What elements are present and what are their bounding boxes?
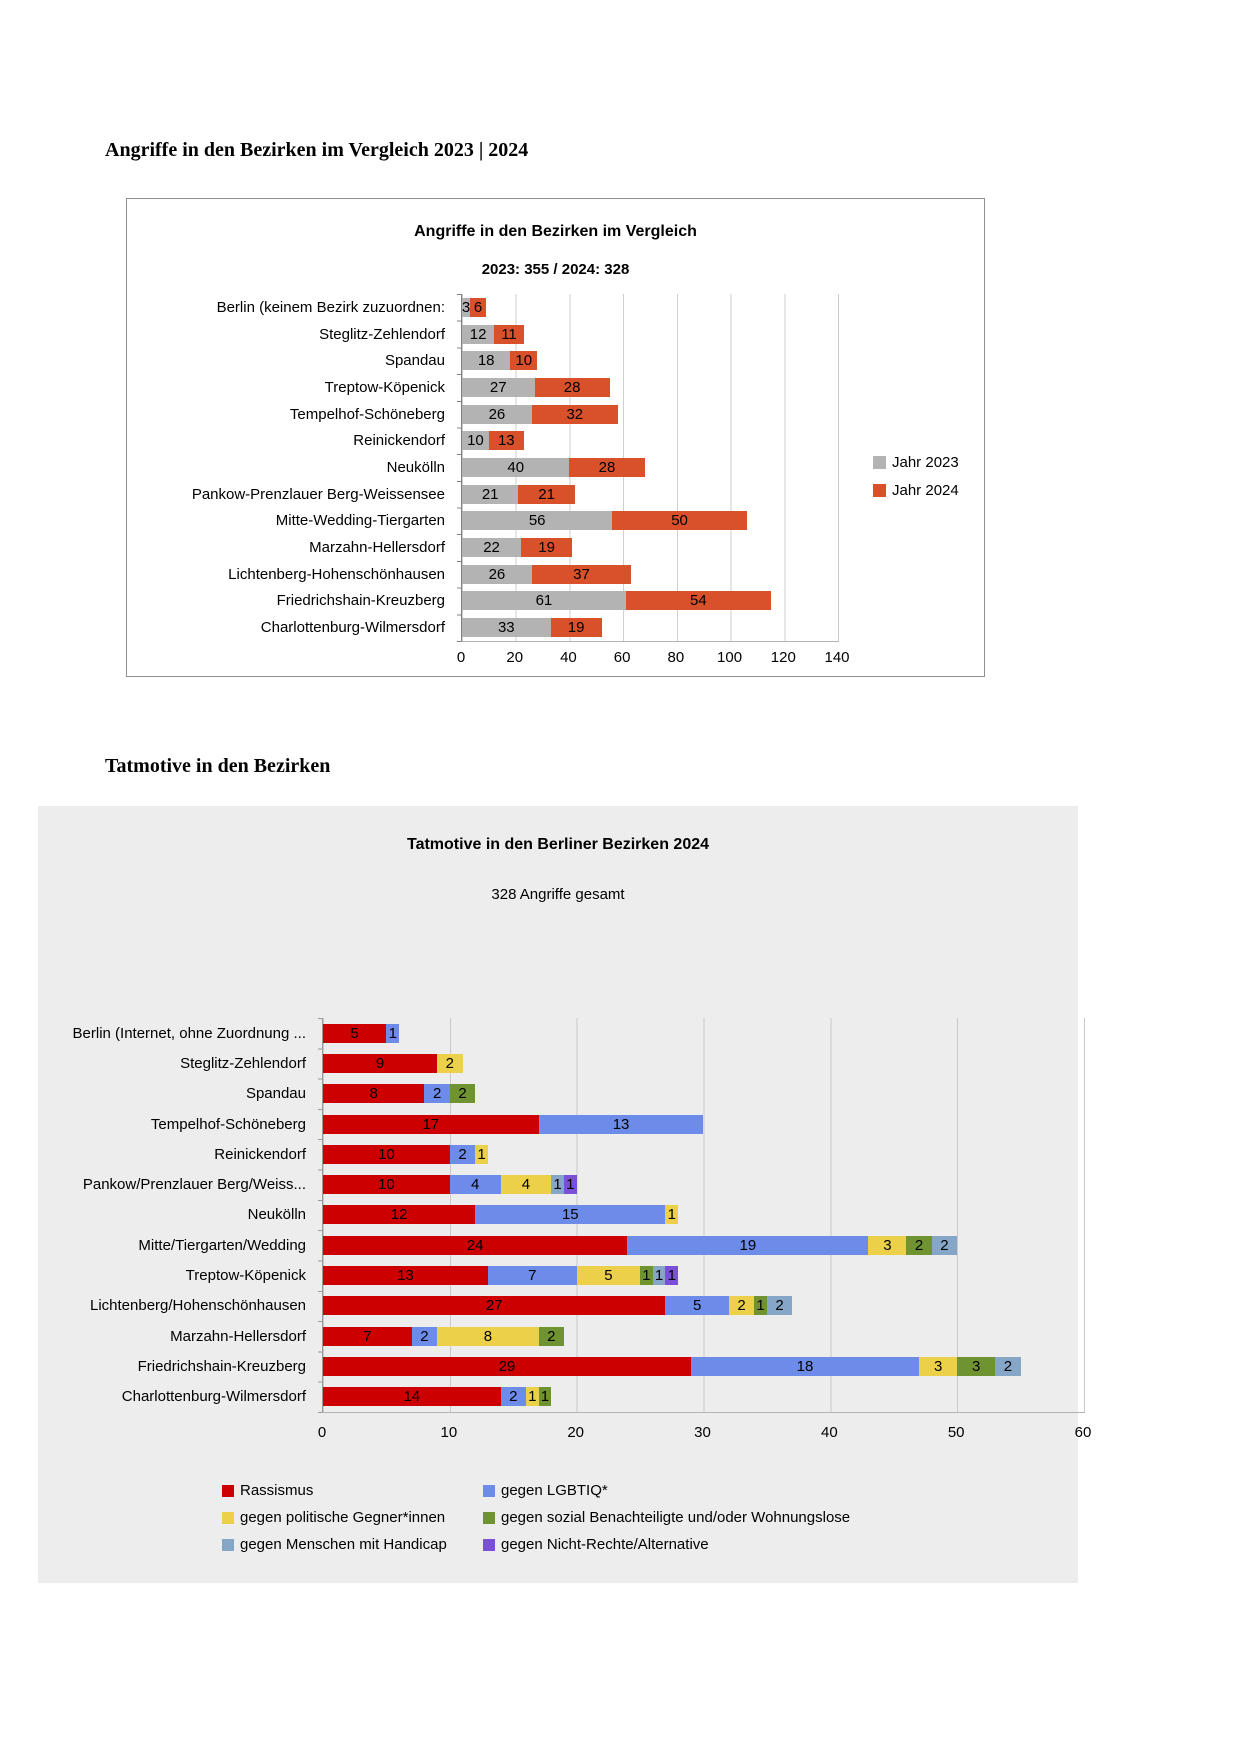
- bar-segment: 2: [450, 1084, 475, 1103]
- bar-row: [323, 1382, 1084, 1412]
- bar-segment: 1: [665, 1266, 678, 1285]
- bar-segment: 19: [551, 618, 602, 637]
- bar-segment: 12: [323, 1205, 475, 1224]
- bar-segment: 3: [957, 1357, 995, 1376]
- bar-segment: 13: [323, 1266, 488, 1285]
- bar-segment: 22: [462, 538, 521, 557]
- motives-by-district-chart: [38, 806, 1092, 1583]
- bar-segment: 37: [532, 565, 631, 584]
- chart-title: Tatmotive in den Berliner Bezirken 2024: [406, 836, 710, 853]
- legend-item: [483, 1482, 850, 1499]
- bar-segment: 12: [462, 325, 494, 344]
- bar-segment: 9: [323, 1054, 437, 1073]
- bar-segment: 32: [532, 405, 618, 424]
- bar-row: [462, 294, 838, 321]
- bar-segment: 56: [462, 511, 612, 530]
- x-axis-tick-label: 50: [947, 1424, 965, 1441]
- x-axis-tick-label: 80: [667, 649, 685, 666]
- bar-segment: 19: [627, 1236, 868, 1255]
- bar-segment: 5: [323, 1024, 386, 1043]
- bar-segment: 2: [932, 1236, 957, 1255]
- category-label: Tempelhof-Schöneberg: [289, 405, 445, 423]
- bar-segment: 54: [626, 591, 771, 610]
- bar-segment: 3: [919, 1357, 957, 1376]
- bar-segment: 2: [450, 1145, 475, 1164]
- bar-row: [323, 1200, 1084, 1230]
- legend-label: gegen sozial Benachteiligte und/oder Wohnungslose: [501, 1509, 851, 1526]
- x-axis-tick-label: 0: [317, 1424, 327, 1441]
- bar-segment: 21: [462, 485, 518, 504]
- legend-label: Jahr 2024: [892, 482, 959, 499]
- category-label: Lichtenberg/Hohenschönhausen: [90, 1297, 306, 1315]
- bar-segment: 2: [424, 1084, 449, 1103]
- plot-area: [322, 1018, 1085, 1413]
- x-axis-tick-label: 40: [820, 1424, 838, 1441]
- legend-item: [222, 1482, 483, 1499]
- category-label: Friedrichshain-Kreuzberg: [276, 592, 445, 610]
- x-axis-tick-label: 20: [506, 649, 524, 666]
- bar-row: [462, 561, 838, 588]
- chart-legend: [873, 454, 959, 510]
- category-label: Pankow-Prenzlauer Berg-Weissensee: [191, 485, 445, 503]
- bar-segment: 13: [539, 1115, 704, 1134]
- bar-row: [462, 427, 838, 454]
- bar-segment: 1: [386, 1024, 399, 1043]
- category-label: Neukölln: [247, 1206, 306, 1224]
- bar-segment: 1: [475, 1145, 488, 1164]
- legend-item: [483, 1536, 850, 1553]
- legend-swatch: [483, 1539, 495, 1551]
- category-label: Charlottenburg-Wilmersdorf: [260, 619, 445, 637]
- bar-row: [462, 454, 838, 481]
- bar-segment: 2: [501, 1387, 526, 1406]
- section-heading-attacks-comparison: Angriffe in den Bezirken im Vergleich 2023 | 2024: [105, 139, 529, 161]
- legend-label: gegen politische Gegner*innen: [240, 1509, 446, 1526]
- bar-segment: 2: [995, 1357, 1020, 1376]
- category-label: Mitte/Tiergarten/Wedding: [138, 1236, 306, 1254]
- category-label: Mitte-Wedding-Tiergarten: [275, 512, 445, 530]
- category-label: Reinickendorf: [214, 1145, 306, 1163]
- bar-row: [323, 1230, 1084, 1260]
- bar-segment: 2: [729, 1296, 754, 1315]
- x-axis-tick-label: 60: [1074, 1424, 1092, 1441]
- bar-row: [462, 534, 838, 561]
- category-label: Lichtenberg-Hohenschönhausen: [228, 565, 445, 583]
- bar-segment: 17: [323, 1115, 539, 1134]
- bar-segment: 18: [462, 351, 510, 370]
- bar-segment: 2: [906, 1236, 931, 1255]
- bar-segment: 7: [488, 1266, 577, 1285]
- legend-swatch: [483, 1485, 495, 1497]
- bar-segment: 7: [323, 1327, 412, 1346]
- category-label: Spandau: [384, 352, 445, 370]
- bar-row: [323, 1321, 1084, 1351]
- category-label: Berlin (keinem Bezirk zuzuordnen:: [216, 298, 445, 316]
- x-axis-tick-label: 140: [824, 649, 850, 666]
- bar-row: [323, 1079, 1084, 1109]
- legend-label: gegen Nicht-Rechte/Alternative: [501, 1536, 709, 1553]
- bar-segment: 15: [475, 1205, 665, 1224]
- legend-swatch: [222, 1512, 234, 1524]
- bar-segment: 21: [518, 485, 574, 504]
- category-label: Spandau: [245, 1085, 306, 1103]
- bar-segment: 2: [437, 1054, 462, 1073]
- category-label: Steglitz-Zehlendorf: [319, 325, 445, 343]
- bar-segment: 28: [569, 458, 644, 477]
- legend-swatch: [222, 1539, 234, 1551]
- category-label: Treptow-Köpenick: [185, 1267, 306, 1285]
- legend-label: gegen LGBTIQ*: [501, 1482, 608, 1499]
- bar-row: [462, 588, 838, 615]
- legend-swatch: [222, 1485, 234, 1497]
- bar-segment: 8: [323, 1084, 424, 1103]
- category-axis-labels: [127, 294, 453, 641]
- bar-segment: 18: [691, 1357, 919, 1376]
- chart-subtitle: 2023: 355 / 2024: 328: [481, 261, 630, 278]
- bar-segment: 40: [462, 458, 569, 477]
- legend-swatch: [873, 484, 886, 497]
- legend-label: Jahr 2023: [892, 454, 959, 471]
- bar-segment: 3: [461, 298, 471, 316]
- bar-row: [323, 1291, 1084, 1321]
- category-label: Marzahn-Hellersdorf: [309, 539, 445, 557]
- bar-segment: 3: [868, 1236, 906, 1255]
- bar-row: [323, 1048, 1084, 1078]
- x-axis-tick-label: 60: [613, 649, 631, 666]
- bar-segment: 5: [665, 1296, 728, 1315]
- bar-segment: 2: [539, 1327, 564, 1346]
- bar-segment: 24: [323, 1236, 627, 1255]
- bar-row: [323, 1139, 1084, 1169]
- bar-segment: 29: [323, 1357, 691, 1376]
- bar-segment: 2: [767, 1296, 792, 1315]
- attacks-comparison-chart: [126, 198, 985, 677]
- bar-segment: 14: [323, 1387, 501, 1406]
- legend-swatch: [483, 1512, 495, 1524]
- bar-segment: 26: [462, 565, 532, 584]
- bar-row: [462, 481, 838, 508]
- category-label: Tempelhof-Schöneberg: [150, 1115, 306, 1133]
- bar-segment: 10: [323, 1175, 450, 1194]
- bar-row: [323, 1169, 1084, 1199]
- bar-segment: 10: [510, 351, 537, 370]
- legend-item: [222, 1509, 483, 1526]
- bar-segment: 1: [564, 1175, 577, 1194]
- legend-swatch: [873, 456, 886, 469]
- bar-row: [323, 1260, 1084, 1290]
- x-axis-tick-label: 10: [440, 1424, 458, 1441]
- bar-segment: 13: [489, 431, 524, 450]
- bar-segment: 11: [494, 325, 524, 344]
- legend-item: [222, 1536, 483, 1553]
- bar-segment: 1: [551, 1175, 564, 1194]
- bar-segment: 28: [535, 378, 610, 397]
- bar-segment: 19: [521, 538, 572, 557]
- chart-subtitle: 328 Angriffe gesamt: [491, 886, 625, 903]
- chart-title: Angriffe in den Bezirken im Vergleich: [414, 223, 697, 240]
- bar-segment: 27: [323, 1296, 665, 1315]
- bar-row: [323, 1351, 1084, 1381]
- x-axis-tick-label: 20: [567, 1424, 584, 1441]
- x-axis: [456, 649, 850, 671]
- bar-row: [462, 374, 838, 401]
- bar-segment: 6: [470, 298, 486, 317]
- bar-row: [323, 1018, 1084, 1048]
- bar-segment: 5: [577, 1266, 640, 1285]
- bar-segment: 27: [462, 378, 535, 397]
- bar-segment: 33: [462, 618, 551, 637]
- legend-item: [873, 454, 959, 471]
- bar-segment: 1: [665, 1205, 678, 1224]
- bar-segment: 2: [412, 1327, 437, 1346]
- bar-segment: 26: [462, 405, 532, 424]
- bar-row: [462, 508, 838, 535]
- category-label: Pankow/Prenzlauer Berg/Weiss...: [82, 1176, 306, 1194]
- category-label: Steglitz-Zehlendorf: [180, 1054, 306, 1072]
- legend-label: gegen Menschen mit Handicap: [240, 1536, 447, 1553]
- section-heading-motives: Tatmotive in den Bezirken: [105, 755, 331, 777]
- bar-segment: 4: [450, 1175, 501, 1194]
- bar-row: [462, 347, 838, 374]
- bar-segment: 1: [539, 1387, 552, 1406]
- category-label: Neukölln: [386, 458, 445, 476]
- legend-label: Rassismus: [240, 1482, 314, 1499]
- category-label: Marzahn-Hellersdorf: [170, 1327, 306, 1345]
- bar-segment: 1: [754, 1296, 767, 1315]
- bar-row: [462, 614, 838, 641]
- bar-row: [323, 1109, 1084, 1139]
- category-label: Charlottenburg-Wilmersdorf: [121, 1388, 306, 1406]
- x-axis-tick-label: 40: [560, 649, 577, 666]
- bar-segment: 1: [653, 1266, 666, 1285]
- x-axis-tick-label: 30: [694, 1424, 711, 1441]
- bar-segment: 1: [640, 1266, 653, 1285]
- bar-row: [462, 401, 838, 428]
- bar-segment: 4: [501, 1175, 552, 1194]
- legend-item: [483, 1509, 850, 1526]
- category-label: Treptow-Köpenick: [324, 378, 445, 396]
- plot-area: [461, 294, 839, 642]
- bar-segment: 10: [462, 431, 489, 450]
- legend-item: [873, 482, 959, 499]
- bar-row: [462, 321, 838, 348]
- category-label: Reinickendorf: [353, 432, 445, 450]
- bar-segment: 8: [437, 1327, 538, 1346]
- bar-segment: 61: [462, 591, 626, 610]
- x-axis-tick-label: 100: [717, 649, 743, 666]
- category-label: Berlin (Internet, ohne Zuordnung ...: [72, 1024, 306, 1042]
- bar-segment: 10: [323, 1145, 450, 1164]
- x-axis-tick-label: 0: [456, 649, 466, 666]
- x-axis: [317, 1424, 1092, 1446]
- chart-legend: [222, 1482, 850, 1553]
- bar-segment: 50: [612, 511, 746, 530]
- x-axis-tick-label: 120: [770, 649, 796, 666]
- category-label: Friedrichshain-Kreuzberg: [137, 1357, 306, 1375]
- bar-segment: 1: [526, 1387, 539, 1406]
- category-axis-labels: [38, 1018, 314, 1412]
